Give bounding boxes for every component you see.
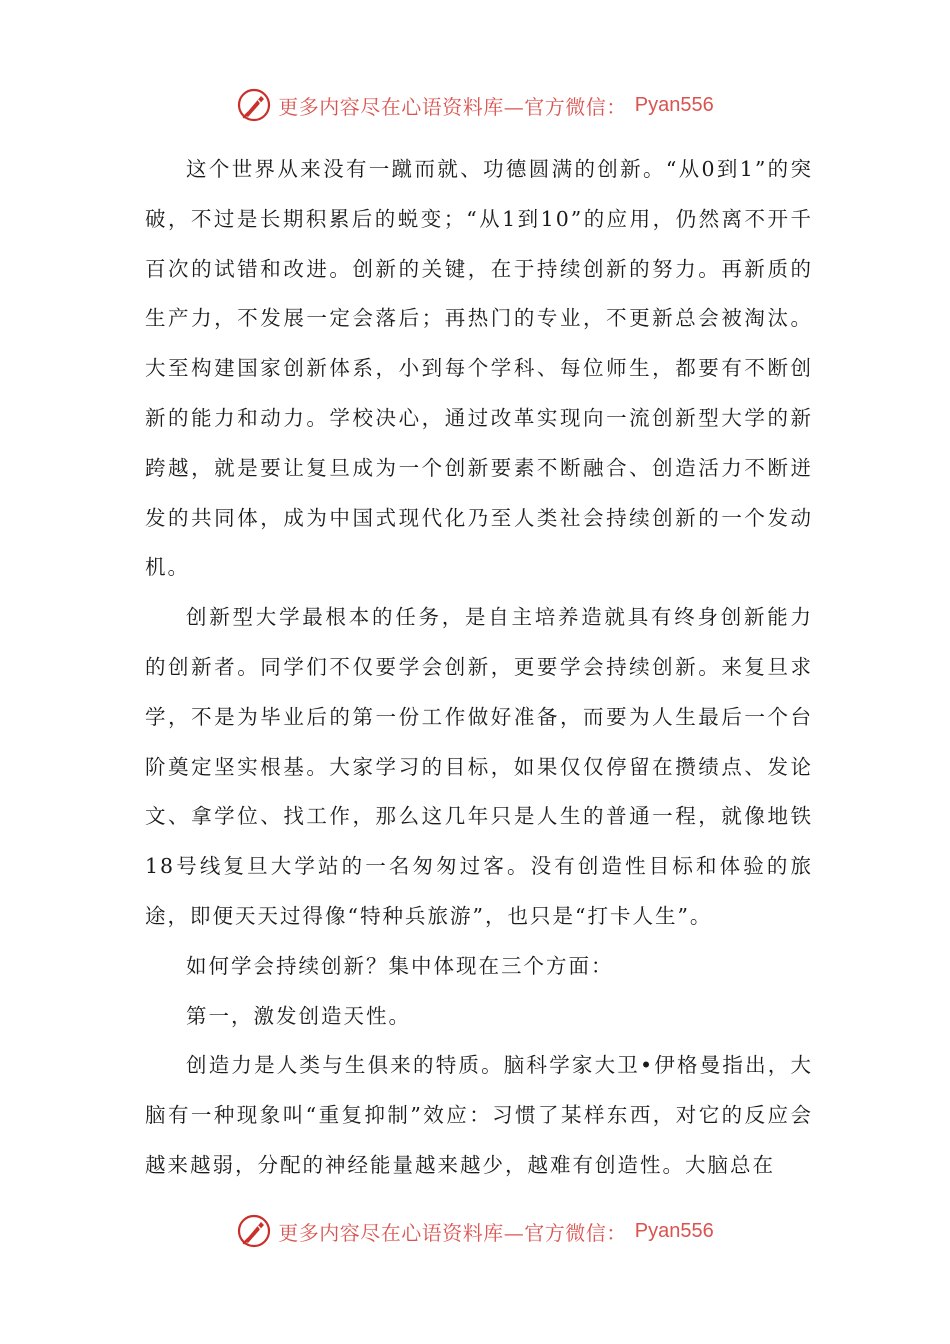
- quill-logo-icon: [236, 1213, 272, 1249]
- paragraph-4: 第一，激发创造天性。: [186, 1003, 411, 1028]
- watermark-wechat-id: Pyan556: [634, 93, 714, 116]
- watermark-banner-bottom: [0, 1206, 950, 1256]
- watermark-text: 更多内容尽在心语资料库—官方微信：: [278, 94, 627, 119]
- watermark-wechat-id: Pyan556: [634, 1219, 714, 1242]
- quill-logo-icon: [236, 87, 272, 123]
- paragraph-5: 创造力是人类与生俱来的特质。脑科学家大卫•伊格曼指出，大脑有一种现象叫“重复抑制”效应：习惯了某样东西，对它的反应会越来越弱，分配的神经能量越来越少，越难有创造性。大脑总在: [145, 1053, 813, 1177]
- paragraph-3: 如何学会持续创新？集中体现在三个方面：: [186, 953, 614, 978]
- paragraph-1: 这个世界从来没有一蹴而就、功德圆满的创新。“从0到1”的突破，不过是长期积累后的蜕变；“从1到10”的应用，仍然离不开千百次的试错和改进。创新的关键，在于持续创新的努力。再新质的生产力，不发展一定会落后；再热门的专业，不更新总会被淘汰。大至构建国家创新体系，小到每个学科、每位师生，都要有不断创新的能力和动力。学校决心，通过改革实现向一流创新型大学的新跨越，就是要让复旦成为一个创新要素不断融合、创造活力不断迸发的共同体，成为中国式现代化乃至人类社会持续创新的一个发动机。: [145, 157, 813, 580]
- watermark-text: 更多内容尽在心语资料库—官方微信：: [278, 1220, 627, 1245]
- document-body: [145, 145, 813, 1191]
- watermark-banner-top: [0, 80, 950, 130]
- paragraph-2: 创新型大学最根本的任务，是自主培养造就具有终身创新能力的创新者。同学们不仅要学会创新，更要学会持续创新。来复旦求学，不是为毕业后的第一份工作做好准备，而要为人生最后一个台阶奠定坚实根基。大家学习的目标，如果仅仅停留在攒绩点、发论文、拿学位、找工作，那么这几年只是人生的普通一程，就像地铁18号线复旦大学站的一名匆匆过客。没有创造性目标和体验的旅途，即便天天过得像“特种兵旅游”，也只是“打卡人生”。: [145, 605, 813, 928]
